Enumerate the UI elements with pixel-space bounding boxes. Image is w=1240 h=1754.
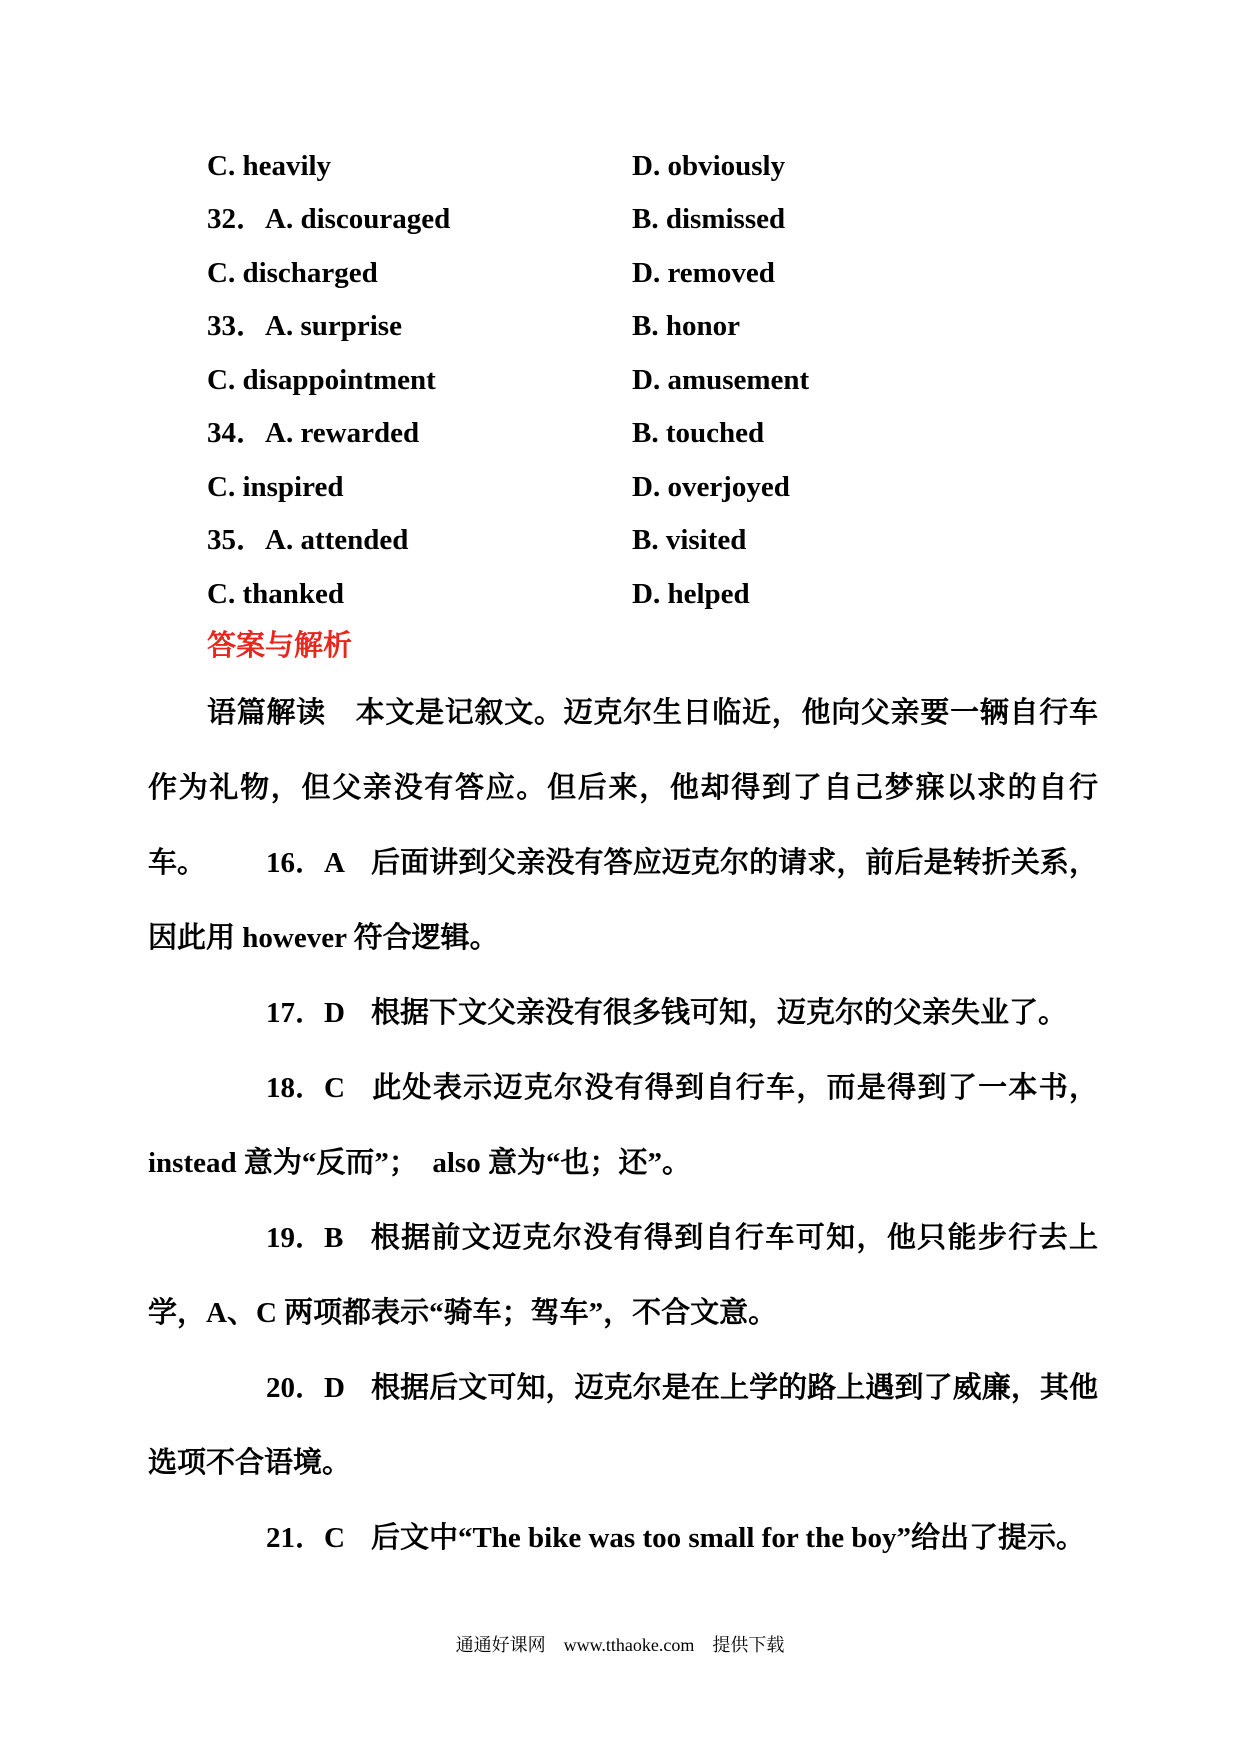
option-d: D. removed <box>632 257 775 289</box>
answer-number: 18．C <box>266 1072 345 1104</box>
question-33-left <box>207 306 402 346</box>
option-c: C. heavily <box>207 150 332 182</box>
paragraph-text: 根据下文父亲没有很多钱可知，迈克尔的父亲失业了。 <box>370 997 1067 1029</box>
option-row <box>0 467 1240 507</box>
option-a: A. discouraged <box>265 203 451 235</box>
explanation-17 <box>148 976 1098 1051</box>
option-row <box>0 146 1240 186</box>
question-34-left <box>207 413 419 453</box>
option-row <box>0 520 1240 560</box>
option-c: C. disappointment <box>207 364 436 396</box>
paragraph-text: 语篇解读 本文是记叙文。迈克尔生日临近，他向父亲要一辆自行车作为礼物，但父亲没有答应。但后来，他却得到了自己梦寐以求的自行车。 <box>148 697 1098 879</box>
explanation-20 <box>148 1351 1098 1501</box>
option-b: B. honor <box>632 310 740 342</box>
question-number: 32． <box>207 203 266 235</box>
option-c: C. thanked <box>207 578 344 610</box>
question-number: 35． <box>207 524 266 556</box>
option-a: A. rewarded <box>265 417 420 449</box>
option-row <box>0 574 1240 614</box>
option-c: C. inspired <box>207 471 344 503</box>
explanation-18 <box>148 1051 1098 1201</box>
paragraph-text: 后文中“The bike was too small for the boy”给出了提示。 <box>370 1522 1085 1554</box>
question-number: 33． <box>207 310 266 342</box>
option-b: B. visited <box>632 524 747 556</box>
question-32-left <box>207 199 450 239</box>
option-b: B. touched <box>632 417 765 449</box>
option-d: D. overjoyed <box>632 471 790 503</box>
question-35-left <box>207 520 408 560</box>
paragraph-text: 此处表示迈克尔没有得到自行车，而是得到了一本书，instead 意为“反而”； also 意为“也；还”。 <box>148 1072 1098 1179</box>
option-d: D. helped <box>632 578 750 610</box>
option-a: A. attended <box>265 524 409 556</box>
explanation-19 <box>148 1201 1098 1351</box>
option-d: D. obviously <box>632 150 786 182</box>
option-row <box>0 306 1240 346</box>
explanation-16 <box>148 826 1098 976</box>
answer-number: 16．A <box>266 847 345 879</box>
answer-number: 20．D <box>266 1372 345 1404</box>
option-a: A. surprise <box>265 310 402 342</box>
answer-number: 21．C <box>266 1522 345 1554</box>
answer-number: 19．B <box>266 1222 344 1254</box>
question-number: 34． <box>207 417 266 449</box>
answer-number: 17．D <box>266 997 345 1029</box>
option-c: C. discharged <box>207 257 378 289</box>
option-row <box>0 253 1240 293</box>
paragraph-text: 根据后文可知，迈克尔是在上学的路上遇到了威廉，其他选项不合语境。 <box>148 1372 1098 1479</box>
paragraph-text: 根据前文迈克尔没有得到自行车可知，他只能步行去上学，A、C 两项都表示“骑车；驾车”，不合文意。 <box>148 1222 1098 1329</box>
option-row <box>0 413 1240 453</box>
option-b: B. dismissed <box>632 203 786 235</box>
option-row <box>0 199 1240 239</box>
explanation-21 <box>148 1501 1098 1576</box>
page-footer: 通通好课网 www.tthaoke.com 提供下载 <box>455 1635 785 1655</box>
option-d: D. amusement <box>632 364 810 396</box>
paragraph-text: 后面讲到父亲没有答应迈克尔的请求，前后是转折关系，因此用 however 符合逻辑。 <box>148 847 1098 954</box>
option-row <box>0 360 1240 400</box>
answer-heading: 答案与解析 <box>207 630 353 662</box>
